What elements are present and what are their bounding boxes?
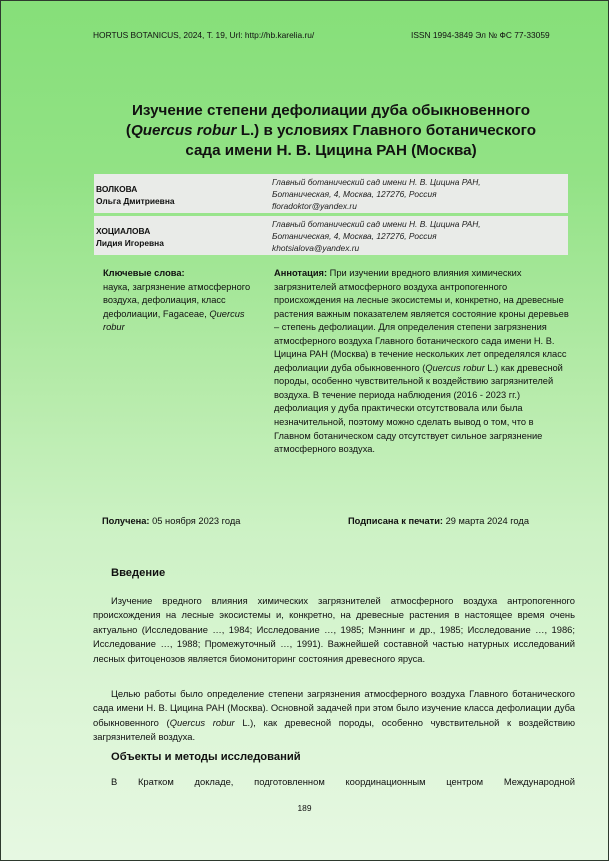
- intro-paragraph-2-latin: Quercus robur: [169, 716, 235, 728]
- abstract-block: [274, 267, 569, 457]
- affiliation-address: Ботаническая, 4, Москва, 127276, Россия: [272, 189, 437, 199]
- keywords-block: [103, 267, 263, 335]
- abstract-text-2: L.) как древесной породы, особенно чувствительной к воздействию загрязнителей воздуха. В течение периода наблюдения (2016 - 2023 гг.) дефолиация у дуба практически отсутствовала или была незначительной, поэтому можно сделать вывод о том, что в Главном ботаническом саду отсутствует сильное загрязнение атмосферного воздуха.: [274, 362, 563, 455]
- keywords-latin: Quercus robur: [103, 308, 245, 332]
- author-surname: ВОЛКОВА: [96, 184, 138, 194]
- intro-paragraph-2-text-b: L.), как древесной породы, особенно чувствительной к воздействию загрязнителей воздуха.: [93, 716, 576, 743]
- methods-paragraph-1: [93, 775, 575, 789]
- abstract-latin: Quercus robur: [425, 362, 485, 373]
- section-heading-introduction: Введение: [111, 567, 166, 579]
- intro-paragraph-1: [93, 594, 575, 666]
- abstract-label: Аннотация:: [274, 268, 328, 278]
- running-header-journal: HORTUS BOTANICUS, 2024, Т. 19, Url: http://hb.karelia.ru/: [93, 30, 315, 40]
- article-title: [91, 101, 571, 161]
- signed-value: 29 марта 2024 года: [443, 516, 529, 526]
- intro-paragraph-2: [93, 687, 575, 745]
- author-affiliation: [272, 176, 481, 212]
- affiliation-org: Главный ботанический сад имени Н. В. Цицина РАН,: [272, 177, 481, 187]
- author-given-name: Лидия Игоревна: [96, 238, 164, 248]
- author-name: [96, 225, 164, 249]
- intro-paragraph-1-text: Изучение вредного влияния химических загрязнителей атмосферного воздуха антропогенного происхождения на лесные экосистемы и, конкретно, на древесные растения в настоящее время очень актуально (Исследование …, 1984; Исследование …, 1985; Мэннинг и др., 1985; Исследование …, 1986; Исследование …, 1988; Промежуточный …, 1991). Важнейшей составной частью натурных исследований лесных фитоценозов является биомониторинг состояния древесного яруса.: [93, 595, 575, 664]
- methods-paragraph-1-text: В Кратком докладе, подготовленном координационным центром Международной: [111, 776, 575, 787]
- title-latin-name: Quercus robur: [130, 122, 237, 139]
- intro-paragraph-2-text-a: Целью работы было определение степени загрязнения атмосферного воздуха Главного ботанического сада имени Н. В. Цицина РАН (Москва). Основной задачей при этом было изучение класса дефолиации дуба обыкновенного (: [93, 688, 575, 728]
- page-number: 189: [297, 803, 312, 813]
- title-line-2: [91, 121, 571, 141]
- keywords-label: Ключевые слова:: [103, 268, 185, 278]
- author-given-name: Ольга Дмитриевна: [96, 196, 175, 206]
- author-email[interactable]: khotsialova@yandex.ru: [272, 243, 360, 253]
- running-header-issn: ISSN 1994-3849 Эл № ФС 77-33059: [411, 30, 550, 40]
- abstract-text-1: При изучении вредного влияния химических загрязнителей атмосферного воздуха антропогенного происхождения на лесные экосистемы и, конкретно, на древесные растения важным показателем является состояние кроны деревьев – степень дефолиации. Для определения степени загрязнения атмосферного воздуха Главного ботанического сада имени Н. В. Цицина РАН (Москва) в течение нескольких лет определялся класс дефолиации дуба обыкновенного (: [274, 268, 569, 373]
- signed-date: [348, 516, 529, 526]
- signed-label: Подписана к печати:: [348, 516, 444, 526]
- keywords-text: наука, загрязнение атмосферного воздуха, дефолиация, класс дефолиации, Fagaceae,: [103, 281, 251, 319]
- title-line-1: Изучение степени дефолиации дуба обыкновенного: [132, 102, 530, 119]
- author-name: [96, 183, 175, 207]
- author-email[interactable]: floradoktor@yandex.ru: [272, 201, 357, 211]
- received-date: [102, 516, 240, 526]
- affiliation-address: Ботаническая, 4, Москва, 127276, Россия: [272, 231, 437, 241]
- author-block: [94, 174, 568, 213]
- affiliation-org: Главный ботанический сад имени Н. В. Цицина РАН,: [272, 219, 481, 229]
- title-paren: (: [125, 122, 131, 139]
- section-heading-methods: Объекты и методы исследований: [111, 751, 301, 763]
- received-value: 05 ноября 2023 года: [149, 516, 241, 526]
- title-line-3: сада имени Н. В. Цицина РАН (Москва): [185, 142, 477, 159]
- author-surname: ХОЦИАЛОВА: [96, 226, 151, 236]
- author-affiliation: [272, 218, 481, 254]
- author-block: [94, 216, 568, 255]
- title-line-2-rest: L.) в условиях Главного ботанического: [236, 122, 537, 139]
- received-label: Получена:: [102, 516, 150, 526]
